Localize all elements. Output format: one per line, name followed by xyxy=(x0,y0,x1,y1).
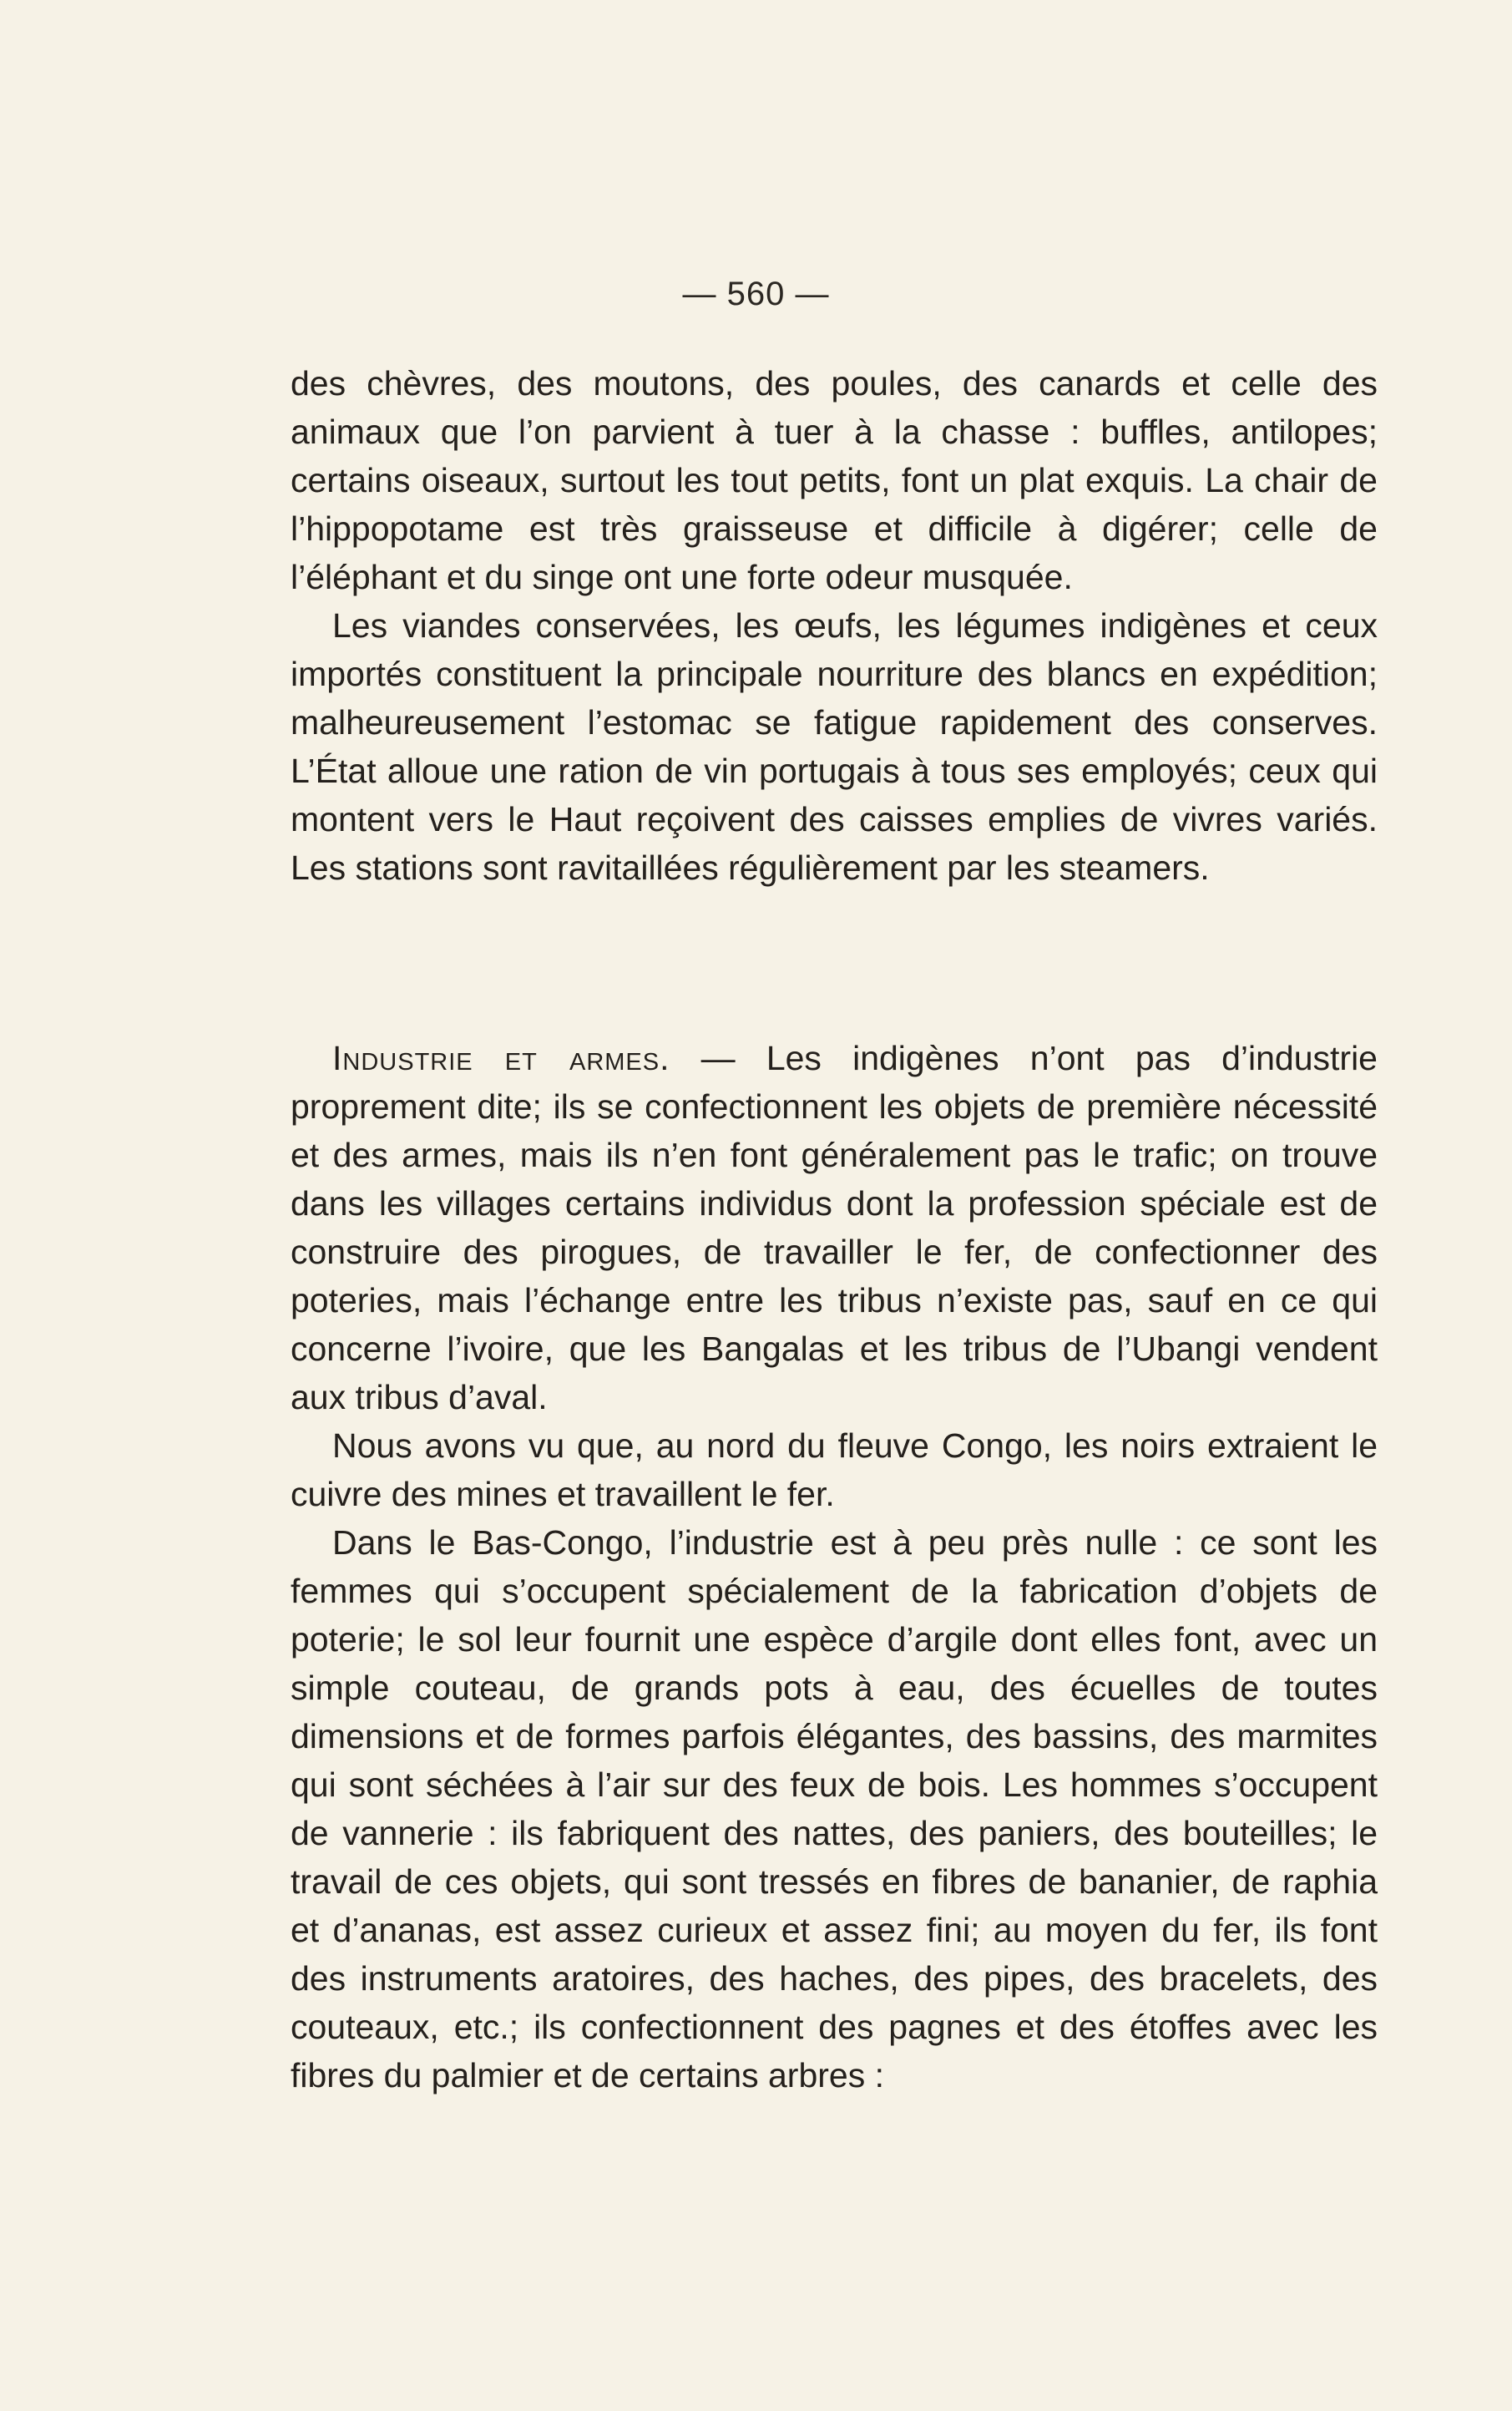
paragraph-food-animals: des chèvres, des moutons, des poules, des canards et celle des animaux que l’on parvient à tuer à la chasse : buffles, antilopes; certains oiseaux, surtout les tout petits, font un plat exquis. La chair de l’hippopotame est très graisseuse et difficile à digérer; celle de l’éléphant et du singe ont une forte odeur musquée. xyxy=(291,364,1378,596)
paragraph-food-preserved: Les viandes conservées, les œufs, les légumes indigènes et ceux importés constituent la principale nourriture des blancs en expédition; malheureusement l’estomac se fatigue rapidement des conserves. L’État alloue une ration de vin portugais à tous ses employés; ceux qui montent vers le Haut reçoivent des caisses emplies de vivres variés. Les stations sont ravitaillées régulièrement par les steamers. xyxy=(291,606,1378,887)
paragraph-copper-iron: Nous avons vu que, au nord du fleuve Congo, les noirs extraient le cuivre des mines et travaillent le fer. xyxy=(291,1426,1378,1513)
page-number: — 560 — xyxy=(682,276,830,312)
text-block-lower xyxy=(291,1034,1378,2099)
paragraph-industry-body: — Les indigènes n’ont pas d’industrie proprement dite; ils se confectionnent les objets de première nécessité et des armes, mais ils n’en font généralement pas le trafic; on trouve dans les villages certains individus dont la profession spéciale est de construire des pirogues, de travailler le fer, de confectionner des poteries, mais l’échange entre les tribus n’existe pas, sauf en ce qui concerne l’ivoire, que les Bangalas et les tribus de l’Ubangi vendent aux tribus d’aval. xyxy=(291,1039,1378,1416)
section-title: Industrie et armes. xyxy=(332,1039,670,1077)
text-block-upper xyxy=(291,359,1378,892)
paragraph-industry xyxy=(291,1034,1378,1421)
paragraph-bas-congo: Dans le Bas-Congo, l’industrie est à peu près nulle : ce sont les femmes qui s’occupent spécialement de la fabrication d’objets de poterie; le sol leur fournit une espèce d’argile dont elles font, avec un simple couteau, de grands pots à eau, des écuelles de toutes dimensions et de formes parfois élégantes, des bassins, des marmites qui sont séchées à l’air sur des feux de bois. Les hommes s’occupent de vannerie : ils fabriquent des nattes, des paniers, des bouteilles; le travail de ces objets, qui sont tressés en fibres de bananier, de raphia et d’ananas, est assez curieux et assez fini; au moyen du fer, ils font des instruments aratoires, des haches, des pipes, des bracelets, des couteaux, etc.; ils confectionnent des pagnes et des étoffes avec les fibres du palmier et de certains arbres : xyxy=(291,1523,1378,2094)
